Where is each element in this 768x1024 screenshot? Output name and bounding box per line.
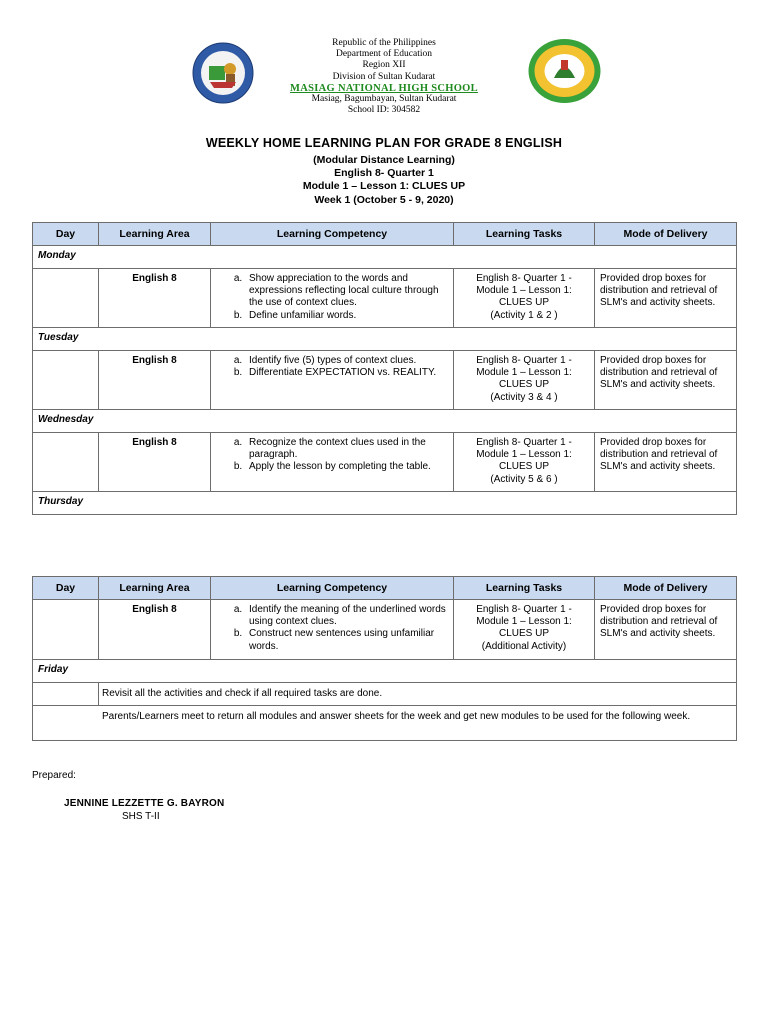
school-name: MASIAG NATIONAL HIGH SCHOOL bbox=[290, 82, 478, 94]
task-line: English 8- Quarter 1 - bbox=[476, 355, 572, 366]
day-cell bbox=[33, 600, 99, 660]
mode-of-delivery-cell: Provided drop boxes for distribution and retrieval of SLM's and activity sheets. bbox=[595, 600, 737, 660]
signatory bbox=[64, 798, 224, 822]
col-header-learning-area: Learning Area bbox=[99, 223, 211, 246]
task-line: Module 1 – Lesson 1: bbox=[476, 616, 572, 628]
plan-subtitle-mode: (Modular Distance Learning) bbox=[313, 154, 455, 166]
day-label-tuesday: Tuesday bbox=[33, 328, 737, 351]
letterhead-line-4: Division of Sultan Kudarat bbox=[332, 71, 436, 82]
col-header-day: Day bbox=[33, 223, 99, 246]
competency-item: a. Identify five (5) types of context clues. bbox=[245, 355, 449, 367]
table-row bbox=[33, 683, 737, 706]
school-id: School ID: 304582 bbox=[347, 105, 421, 116]
task-line: English 8- Quarter 1 - bbox=[476, 437, 572, 448]
task-line: (Activity 5 & 6 ) bbox=[490, 473, 558, 485]
tasks-cell bbox=[454, 600, 595, 660]
competency-cell bbox=[211, 351, 454, 410]
table-header-row bbox=[33, 223, 737, 246]
plan-subtitle-quarter: English 8- Quarter 1 bbox=[334, 167, 434, 180]
task-line: Module 1 – Lesson 1: bbox=[476, 449, 572, 461]
day-cell bbox=[33, 269, 99, 328]
day-label-monday: Monday bbox=[33, 246, 737, 269]
table-row bbox=[33, 351, 737, 410]
day-row-tuesday bbox=[33, 328, 737, 351]
day-row-thursday bbox=[33, 492, 737, 515]
mode-of-delivery-cell: Provided drop boxes for distribution and retrieval of SLM's and activity sheets. bbox=[595, 269, 737, 328]
plan-subtitle-week: Week 1 (October 5 - 9, 2020) bbox=[314, 193, 454, 206]
table-header-row bbox=[33, 577, 737, 600]
competency-cell bbox=[211, 269, 454, 328]
col-header-learning-competency: Learning Competency bbox=[211, 223, 454, 246]
tasks-cell bbox=[454, 351, 595, 410]
competency-item: b. Define unfamiliar words. bbox=[245, 310, 449, 322]
letterhead bbox=[234, 38, 534, 116]
day-cell bbox=[33, 433, 99, 492]
learning-plan-table-1 bbox=[32, 222, 737, 515]
mode-of-delivery-cell: Provided drop boxes for distribution and retrieval of SLM's and activity sheets. bbox=[595, 433, 737, 492]
tasks-cell bbox=[454, 269, 595, 328]
plan-title: WEEKLY HOME LEARNING PLAN FOR GRADE 8 ENGLISH bbox=[205, 136, 563, 150]
mode-of-delivery-cell: Provided drop boxes for distribution and retrieval of SLM's and activity sheets. bbox=[595, 351, 737, 410]
col-header-mode-of-delivery: Mode of Delivery bbox=[595, 223, 737, 246]
letterhead-line-3: Region XII bbox=[362, 60, 406, 71]
tasks-cell bbox=[454, 433, 595, 492]
task-line: CLUES UP bbox=[498, 628, 549, 640]
task-line: CLUES UP bbox=[498, 379, 549, 391]
table-row bbox=[33, 433, 737, 492]
day-cell bbox=[33, 683, 99, 706]
col-header-day: Day bbox=[33, 577, 99, 600]
task-line: CLUES UP bbox=[498, 461, 549, 473]
day-label-friday: Friday bbox=[33, 660, 737, 683]
signatory-position: SHS T-II bbox=[122, 811, 160, 822]
competency-item: b. Differentiate EXPECTATION vs. REALITY. bbox=[245, 367, 449, 379]
day-row-friday bbox=[33, 660, 737, 683]
table-row bbox=[33, 706, 737, 741]
letterhead-line-2: Department of Education bbox=[335, 49, 433, 60]
letterhead-line-1: Republic of the Philippines bbox=[332, 38, 436, 48]
learning-plan-table-2 bbox=[32, 576, 737, 741]
task-line: (Additional Activity) bbox=[481, 640, 567, 652]
competency-item: a. Show appreciation to the words and expressions reflecting local culture through the use of context clues. bbox=[245, 273, 449, 310]
table-row bbox=[33, 600, 737, 660]
col-header-learning-tasks: Learning Tasks bbox=[454, 223, 595, 246]
plan-subtitle-module: Module 1 – Lesson 1: CLUES UP bbox=[302, 180, 466, 193]
learning-area-cell: English 8 bbox=[99, 600, 211, 660]
competency-item: b. Apply the lesson by completing the table. bbox=[245, 461, 449, 473]
task-line: English 8- Quarter 1 - bbox=[476, 273, 572, 284]
task-line: (Activity 1 & 2 ) bbox=[490, 309, 558, 321]
table-row bbox=[33, 269, 737, 328]
task-line: Module 1 – Lesson 1: bbox=[476, 285, 572, 297]
competency-cell bbox=[211, 600, 454, 660]
day-row-monday bbox=[33, 246, 737, 269]
day-row-wednesday bbox=[33, 410, 737, 433]
school-address: Masiag, Bagumbayan, Sultan Kudarat bbox=[311, 94, 457, 105]
task-line: (Activity 3 & 4 ) bbox=[490, 391, 558, 403]
col-header-learning-competency: Learning Competency bbox=[211, 577, 454, 600]
competency-cell bbox=[211, 433, 454, 492]
competency-item: b. Construct new sentences using unfamiliar words. bbox=[245, 628, 449, 652]
task-line: Module 1 – Lesson 1: bbox=[476, 367, 572, 379]
school-seal-logo bbox=[527, 38, 602, 104]
friday-activity-1: Revisit all the activities and check if all required tasks are done. bbox=[99, 683, 737, 706]
plan-titles bbox=[0, 136, 768, 207]
day-label-wednesday: Wednesday bbox=[33, 410, 737, 433]
day-label-thursday: Thursday bbox=[33, 492, 737, 515]
competency-item: a. Recognize the context clues used in the paragraph. bbox=[245, 437, 449, 461]
col-header-learning-area: Learning Area bbox=[99, 577, 211, 600]
task-line: English 8- Quarter 1 - bbox=[476, 604, 572, 615]
competency-item: a. Identify the meaning of the underlined words using context clues. bbox=[245, 604, 449, 628]
col-header-mode-of-delivery: Mode of Delivery bbox=[595, 577, 737, 600]
friday-activity-2: Parents/Learners meet to return all modules and answer sheets for the week and get new modules to be used for the following week. bbox=[33, 706, 737, 741]
col-header-learning-tasks: Learning Tasks bbox=[454, 577, 595, 600]
signatory-name: JENNINE LEZZETTE G. BAYRON bbox=[64, 798, 225, 809]
learning-area-cell: English 8 bbox=[99, 269, 211, 328]
day-cell bbox=[33, 351, 99, 410]
prepared-label: Prepared: bbox=[32, 770, 76, 781]
learning-area-cell: English 8 bbox=[99, 351, 211, 410]
learning-area-cell: English 8 bbox=[99, 433, 211, 492]
task-line: CLUES UP bbox=[498, 297, 549, 309]
